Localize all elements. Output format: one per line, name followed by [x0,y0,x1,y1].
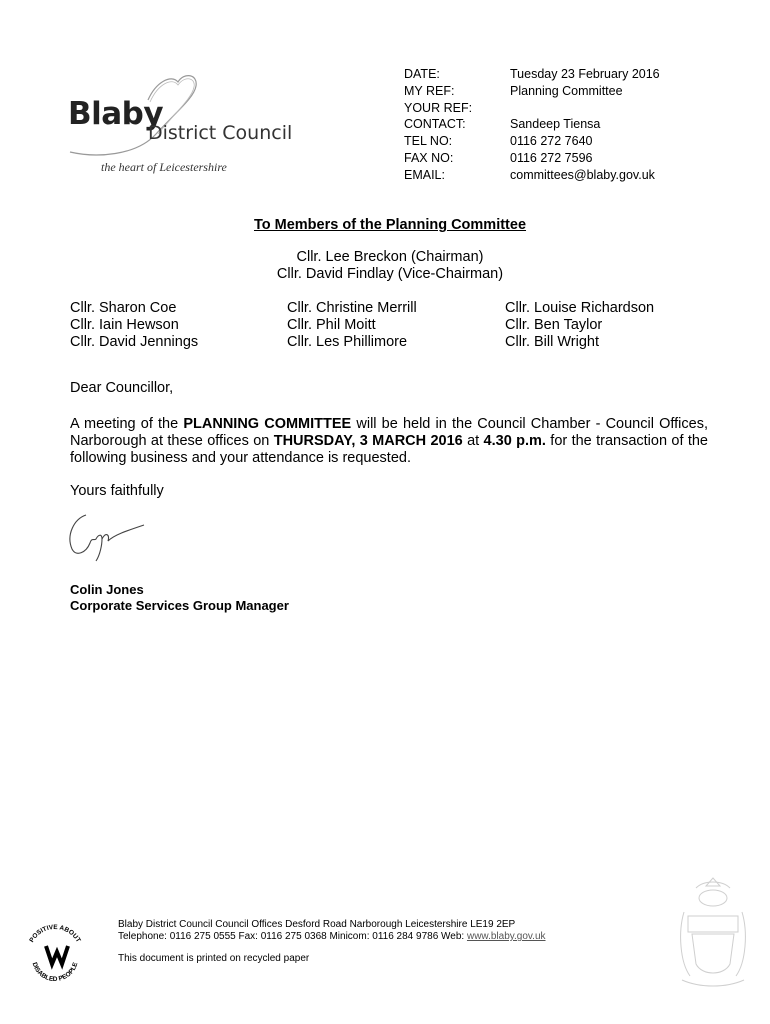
chairman: Cllr. Lee Breckon (Chairman) [296,249,484,265]
logo-tagline: the heart of Leicestershire [101,160,227,174]
meta-value-fax: 0116 272 7596 [510,151,593,165]
footer [118,919,546,965]
signatory-role: Corporate Services Group Manager [70,598,289,613]
logo-subtitle: District Council [148,122,293,144]
member-name: Cllr. Ben Taylor [505,317,603,333]
member-name: Cllr. Christine Merrill [287,300,417,316]
disability-badge-icon [22,922,88,982]
signature-icon [64,505,154,567]
footer-address: Blaby District Council Council Offices Desford Road Narborough Leicestershire LE19 2EP [118,919,516,930]
body-text-3: at [462,433,484,449]
member-name: Cllr. Iain Hewson [70,317,179,333]
meta-label-email: EMAIL: [404,168,445,182]
closing: Yours faithfully [70,483,164,499]
meta-label-tel: TEL NO: [404,134,453,148]
member-name: Cllr. Sharon Coe [70,300,177,316]
meta-value-contact: Sandeep Tiensa [510,117,601,131]
member-name: Cllr. Louise Richardson [505,300,655,316]
footer-web-link[interactable]: www.blaby.gov.uk [466,931,546,942]
meta-label-my-ref: MY REF: [404,84,455,98]
vice-chairman: Cllr. David Findlay (Vice-Chairman) [276,266,504,282]
svg-text:POSITIVE ABOUT [28,924,81,944]
council-logo [66,72,306,182]
meta-label-fax: FAX NO: [404,151,454,165]
badge-bottom-text: DISABLED PEOPLE [30,961,80,982]
badge-top-text: POSITIVE ABOUT [28,923,82,944]
meta-label-your-ref: YOUR REF: [404,101,473,115]
meta-label-contact: CONTACT: [404,117,466,131]
signatory-name: Colin Jones [70,582,144,597]
body-text-1: A meeting of the [70,416,184,432]
footer-contact [118,931,546,943]
meeting-time: 4.30 p.m. [483,433,546,449]
committee-name: PLANNING COMMITTEE [183,416,352,432]
meeting-date: THURSDAY, 3 MARCH 2016 [273,433,463,449]
footer-recycled: This document is printed on recycled paper [118,953,310,964]
meta-label-date: DATE: [404,67,440,81]
meta-value-date: Tuesday 23 February 2016 [510,67,660,81]
coat-of-arms-icon [676,872,750,992]
member-name: Cllr. Les Phillimore [287,334,408,350]
member-name: Cllr. David Jennings [70,334,199,350]
letter-title: To Members of the Planning Committee [253,217,527,233]
member-name: Cllr. Phil Moitt [287,317,376,333]
meta-value-email: committees@blaby.gov.uk [510,168,655,182]
meeting-paragraph [70,416,708,467]
meta-value-my-ref: Planning Committee [510,84,623,98]
logo-wordmark: Blaby [68,96,164,132]
svg-text:DISABLED PEOPLE [31,961,80,982]
body-text-2: will be held in the Council Chamber - Council Offices, Narborough at these offices on [70,416,708,449]
footer-phone: Telephone: 0116 275 0555 Fax: 0116 275 0368 Minicom: 0116 284 9786 Web: [118,931,467,942]
body-text-4: for the transaction of the following business and your attendance is requested. [70,433,708,466]
member-name: Cllr. Bill Wright [505,334,599,350]
salutation: Dear Councillor, [70,380,174,396]
meta-value-tel: 0116 272 7640 [510,134,593,148]
